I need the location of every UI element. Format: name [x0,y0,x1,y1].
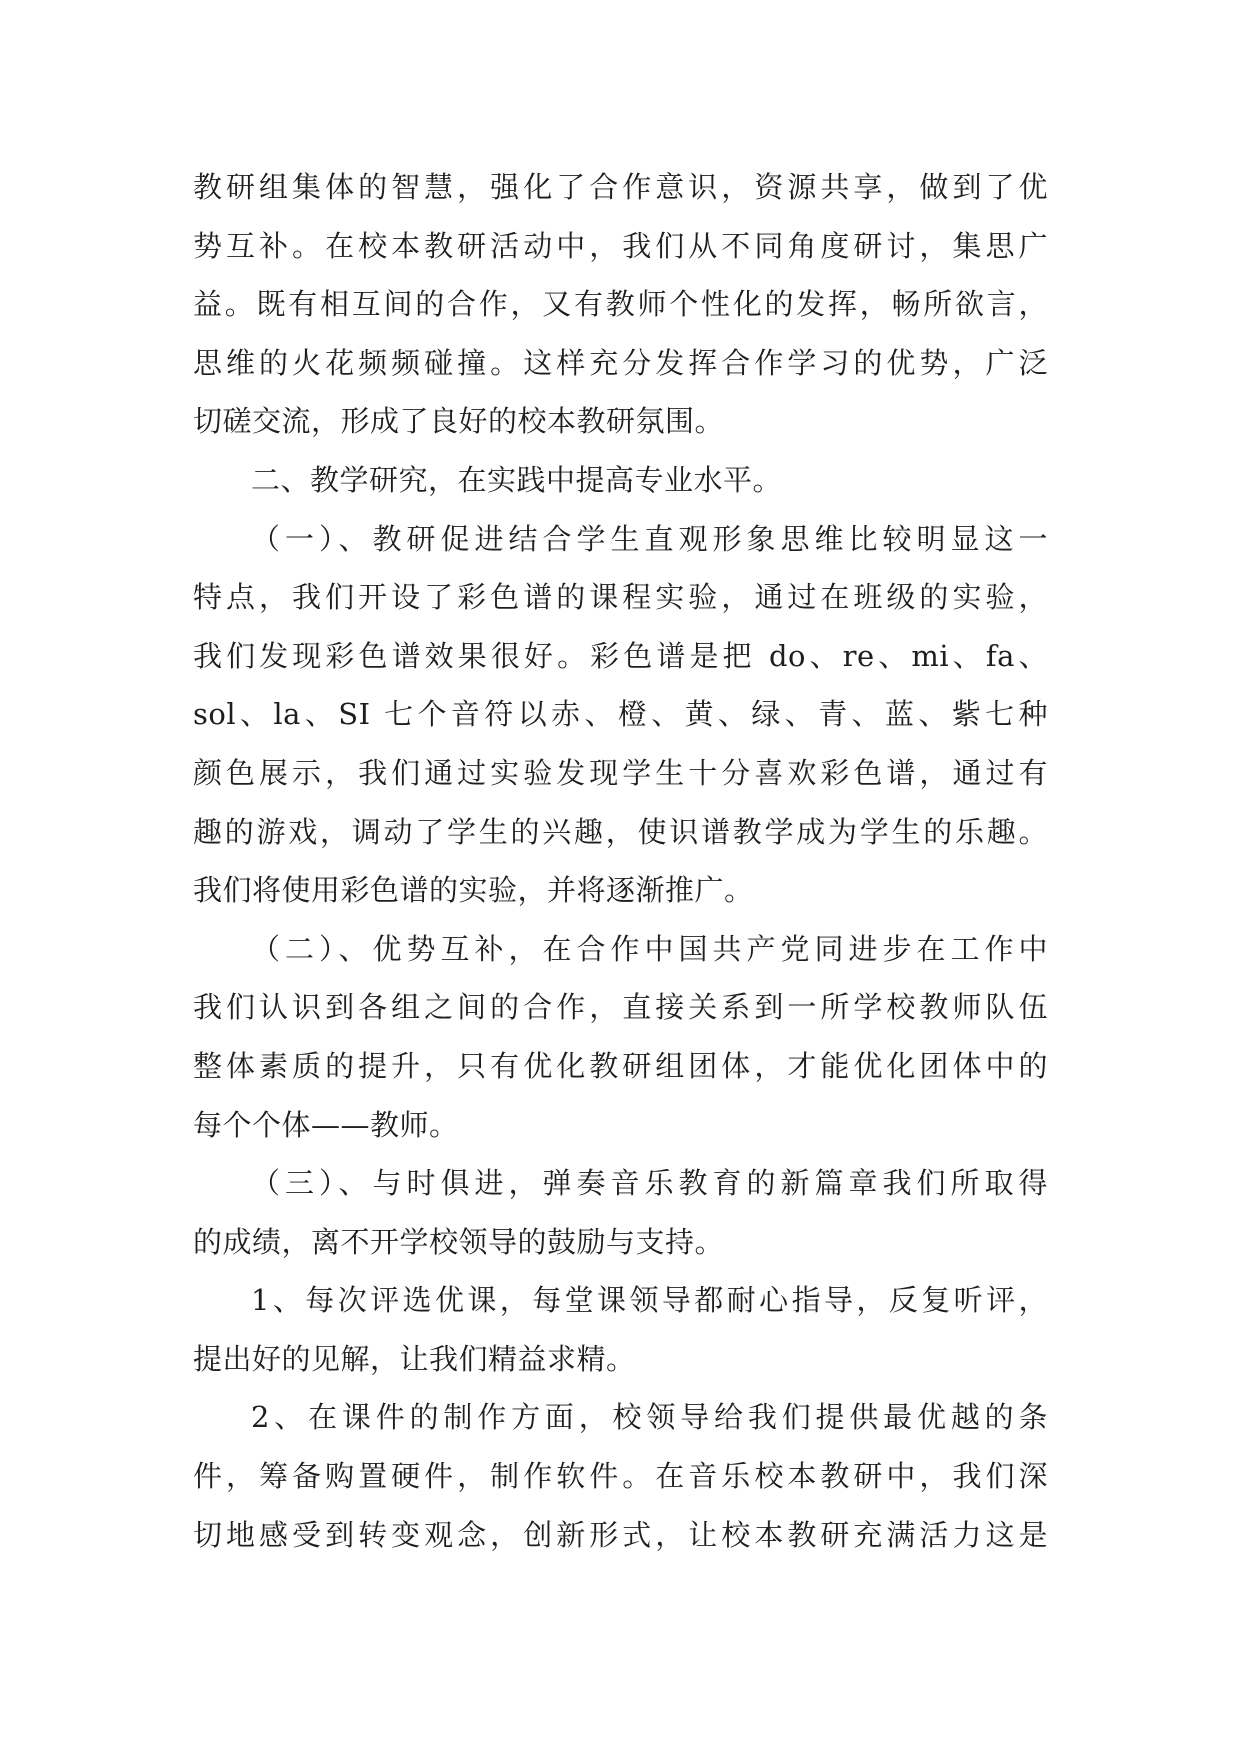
paragraph-line: 颜色展示，我们通过实验发现学生十分喜欢彩色谱，通过有 [193,755,1048,790]
subsection-heading-line: （一）、教研促进结合学生直观形象思维比较明显这一 [251,521,1048,556]
list-item-line: 1、每次评选优课，每堂课领导都耐心指导，反复听评， [251,1283,1048,1318]
paragraph-line: 教研组集体的智慧，强化了合作意识，资源共享，做到了优 [193,170,1048,204]
paragraph-line: 特点，我们开设了彩色谱的课程实验，通过在班级的实验， [193,580,1048,615]
paragraph-line: 切地感受到转变观念，创新形式，让校本教研充满活力这是 [193,1517,1048,1552]
paragraph-line: 益。既有相互间的合作，又有教师个性化的发挥，畅所欲言， [193,287,1048,322]
list-item-line: 2、在课件的制作方面，校领导给我们提供最优越的条 [251,1400,1048,1435]
paragraph-line: 提出好的见解，让我们精益求精。 [193,1341,636,1376]
paragraph-line: 我们认识到各组之间的合作，直接关系到一所学校教师队伍 [193,990,1048,1025]
paragraph-line: 件，筹备购置硬件，制作软件。在音乐校本教研中，我们深 [193,1459,1048,1494]
paragraph-line: 势互补。在校本教研活动中，我们从不同角度研讨，集思广 [193,228,1048,263]
document-body [193,158,1048,1564]
paragraph-line: 整体素质的提升，只有优化教研组团体，才能优化团体中的 [193,1048,1048,1083]
paragraph-line: 每个个体——教师。 [193,1107,459,1142]
paragraph-line: sol、la、SI 七个音符以赤、橙、黄、绿、青、蓝、紫七种 [193,697,1048,732]
subsection-heading-line: （三）、与时俱进，弹奏音乐教育的新篇章我们所取得 [251,1166,1048,1201]
section-heading: 二、教学研究，在实践中提高专业水平。 [251,462,783,497]
paragraph-line: 思维的火花频频碰撞。这样充分发挥合作学习的优势，广泛 [193,345,1048,380]
subsection-heading-line: （二）、优势互补，在合作中国共产党同进步在工作中 [251,931,1048,966]
paragraph-line: 切磋交流，形成了良好的校本教研氛围。 [193,404,725,439]
paragraph-line: 我们发现彩色谱效果很好。彩色谱是把 do、re、mi、fa、 [193,638,1048,673]
paragraph-line: 我们将使用彩色谱的实验，并将逐渐推广。 [193,873,754,908]
paragraph-line: 趣的游戏，调动了学生的兴趣，使识谱教学成为学生的乐趣。 [193,814,1048,849]
paragraph-line: 的成绩，离不开学校领导的鼓励与支持。 [193,1224,725,1259]
